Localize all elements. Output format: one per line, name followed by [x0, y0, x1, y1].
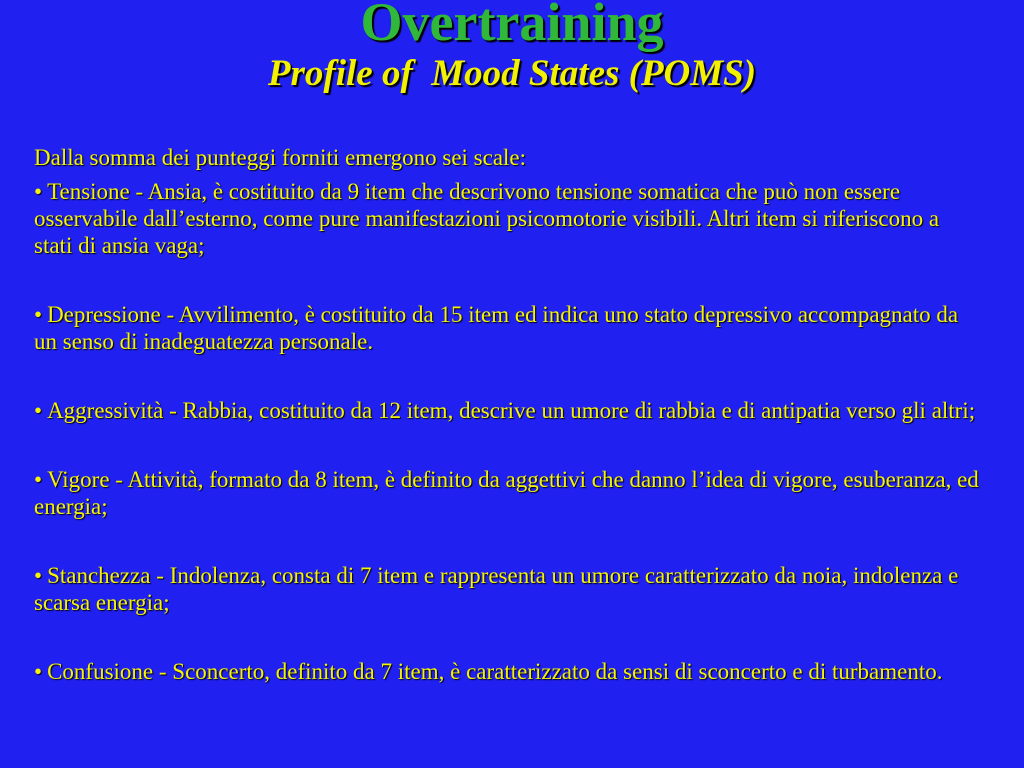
scale-item-text: Vigore - Attività, formato da 8 item, è definito da aggettivi che danno l’idea di vigore, esuberanza, ed energia;: [34, 467, 979, 519]
scale-item-text: Stanchezza - Indolenza, consta di 7 item e rappresenta un umore caratterizzato da noia, indolenza e scarsa energia;: [34, 563, 959, 615]
bullet-icon: •: [34, 659, 43, 684]
slide-subtitle: Profile of Mood States (POMS): [267, 53, 757, 94]
scale-item-aggressivita: [34, 397, 979, 424]
bullet-icon: •: [34, 302, 43, 327]
scale-item-tensione: [34, 178, 979, 259]
scale-item-text: Aggressività - Rabbia, costituito da 12 item, descrive un umore di rabbia e di antipatia verso gli altri;: [47, 398, 976, 423]
scale-item-text: Confusione - Sconcerto, definito da 7 item, è caratterizzato da sensi di sconcerto e di turbamento.: [47, 659, 943, 684]
scale-item-depressione: [34, 301, 979, 355]
scale-item-stanchezza: [34, 562, 979, 616]
bullet-icon: •: [34, 563, 43, 588]
bullet-icon: •: [34, 179, 43, 204]
scale-item-vigore: [34, 466, 979, 520]
intro-text: Dalla somma dei punteggi forniti emergono sei scale:: [34, 145, 527, 170]
scale-item-text: Depressione - Avvilimento, è costituito da 15 item ed indica uno stato depressivo accompagnato da un senso di inadeguatezza personale.: [34, 302, 959, 354]
bullet-icon: •: [34, 467, 43, 492]
scale-item-text: Tensione - Ansia, è costituito da 9 item che descrivono tensione somatica che può non essere osservabile dall’esterno, come pure manifestazioni psicomotorie visibili. Altri item si riferiscono a stati di ansia vaga;: [34, 179, 940, 258]
slide-title: Overtraining: [360, 0, 664, 52]
bullet-icon: •: [34, 398, 43, 423]
slide-body: [34, 144, 979, 685]
scale-item-confusione: [34, 658, 979, 685]
